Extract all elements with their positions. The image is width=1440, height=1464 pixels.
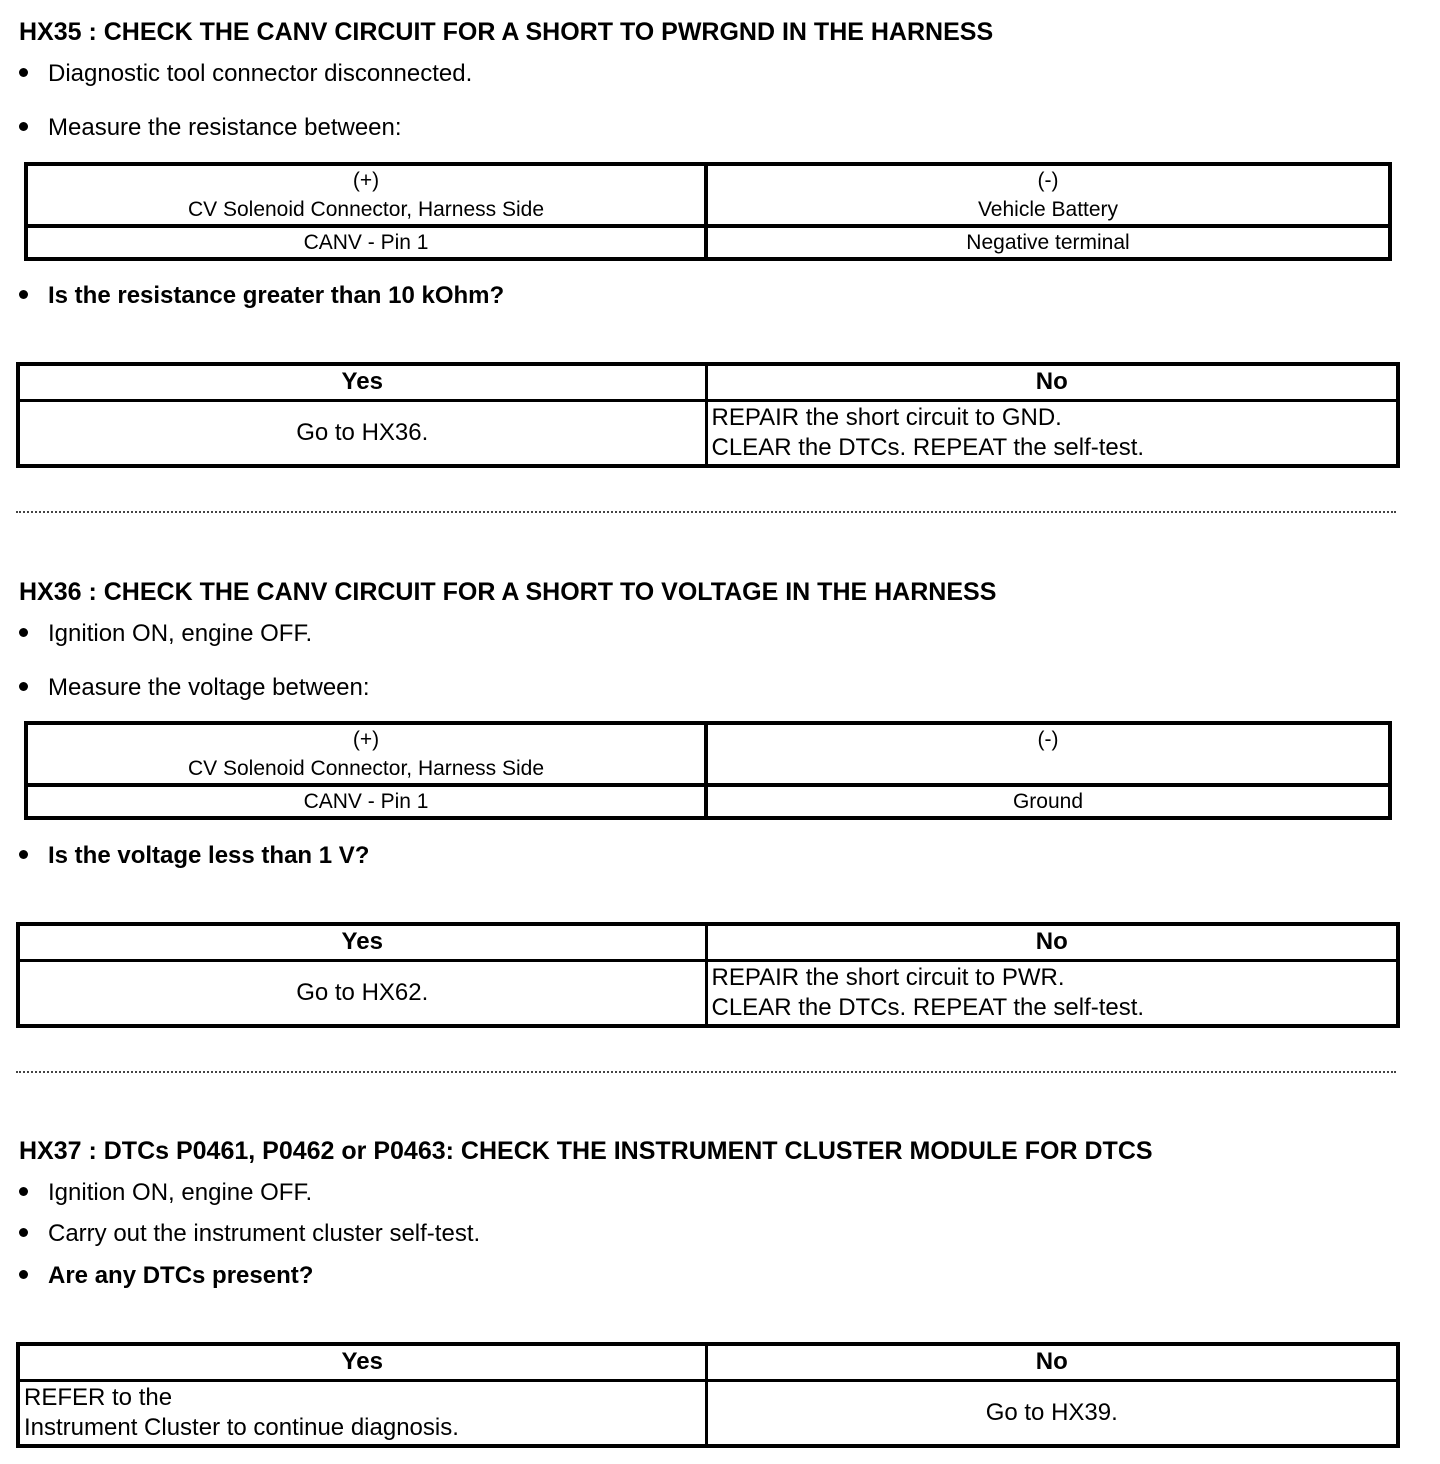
section-divider xyxy=(16,1071,1396,1073)
minus-header-cell xyxy=(706,164,1390,226)
plus-header-cell xyxy=(26,723,706,785)
question-text: Are any DTCs present? xyxy=(48,1262,314,1289)
no-cell xyxy=(706,1380,1398,1446)
step-text: Ignition ON, engine OFF. xyxy=(48,1179,313,1206)
result-table xyxy=(16,922,1400,1028)
bullet-icon xyxy=(19,290,28,299)
result-table xyxy=(16,362,1400,468)
yes-header: Yes xyxy=(18,364,706,400)
measurement-table xyxy=(24,162,1392,261)
question-text: Is the resistance greater than 10 kOhm? xyxy=(48,282,505,309)
question-text: Is the voltage less than 1 V? xyxy=(48,842,370,869)
minus-label: (-) xyxy=(1037,728,1059,751)
step-text: Diagnostic tool connector disconnected. xyxy=(48,60,473,87)
step-item xyxy=(19,113,402,143)
bullet-icon xyxy=(19,682,28,691)
measurement-table xyxy=(24,721,1392,820)
yes-cell xyxy=(18,960,706,1026)
question-item xyxy=(19,1261,313,1291)
section-divider xyxy=(16,511,1396,513)
no-header: No xyxy=(706,924,1398,960)
question-item xyxy=(19,841,369,871)
step-item xyxy=(19,673,370,703)
no-cell xyxy=(706,960,1398,1026)
yes-cell xyxy=(18,400,706,466)
plus-desc: CV Solenoid Connector, Harness Side xyxy=(187,198,545,221)
minus-desc: Vehicle Battery xyxy=(977,198,1119,221)
no-text: CLEAR the DTCs. REPEAT the self-test. xyxy=(711,433,1145,461)
bullet-icon xyxy=(19,1228,28,1237)
yes-text: Go to HX62. xyxy=(296,978,429,1006)
plus-desc: CV Solenoid Connector, Harness Side xyxy=(187,757,545,780)
bullet-icon xyxy=(19,628,28,637)
no-text: Go to HX39. xyxy=(985,1398,1118,1426)
no-cell xyxy=(706,400,1398,466)
no-text: REPAIR the short circuit to GND. xyxy=(711,403,1062,431)
step-text: Measure the resistance between: xyxy=(48,114,402,141)
step-text: Ignition ON, engine OFF. xyxy=(48,620,313,647)
yes-header: Yes xyxy=(18,1344,706,1380)
no-header: No xyxy=(706,1344,1398,1380)
yes-cell xyxy=(18,1380,706,1446)
step-text: Carry out the instrument cluster self-test. xyxy=(48,1220,481,1247)
no-text: CLEAR the DTCs. REPEAT the self-test. xyxy=(711,993,1145,1021)
no-header: No xyxy=(706,364,1398,400)
step-item xyxy=(19,1178,312,1208)
yes-text: REFER to the xyxy=(24,1383,173,1411)
minus-label: (-) xyxy=(1037,169,1059,192)
bullet-icon xyxy=(19,122,28,131)
section-title: HX37 : DTCs P0461, P0462 or P0463: CHECK THE INSTRUMENT CLUSTER MODULE FOR DTCS xyxy=(19,1137,1153,1165)
minus-value-cell: Negative terminal xyxy=(706,226,1390,259)
question-item xyxy=(19,281,504,311)
plus-header-cell xyxy=(26,164,706,226)
minus-value-cell: Ground xyxy=(706,785,1390,818)
bullet-icon xyxy=(19,1270,28,1279)
no-text: REPAIR the short circuit to PWR. xyxy=(711,963,1065,991)
bullet-icon xyxy=(19,850,28,859)
section-title: HX36 : CHECK THE CANV CIRCUIT FOR A SHORT TO VOLTAGE IN THE HARNESS xyxy=(19,578,997,606)
section-title: HX35 : CHECK THE CANV CIRCUIT FOR A SHORT TO PWRGND IN THE HARNESS xyxy=(19,18,994,46)
step-text: Measure the voltage between: xyxy=(48,674,370,701)
step-item xyxy=(19,1219,480,1249)
plus-value-cell: CANV - Pin 1 xyxy=(26,226,706,259)
result-table xyxy=(16,1342,1400,1448)
minus-header-cell xyxy=(706,723,1390,785)
bullet-icon xyxy=(19,68,28,77)
step-item xyxy=(19,619,312,649)
yes-text: Go to HX36. xyxy=(296,418,429,446)
step-item xyxy=(19,59,472,89)
plus-value-cell: CANV - Pin 1 xyxy=(26,785,706,818)
yes-header: Yes xyxy=(18,924,706,960)
plus-label: (+) xyxy=(352,728,380,751)
yes-text: Instrument Cluster to continue diagnosis. xyxy=(24,1413,459,1441)
bullet-icon xyxy=(19,1187,28,1196)
plus-label: (+) xyxy=(352,169,380,192)
